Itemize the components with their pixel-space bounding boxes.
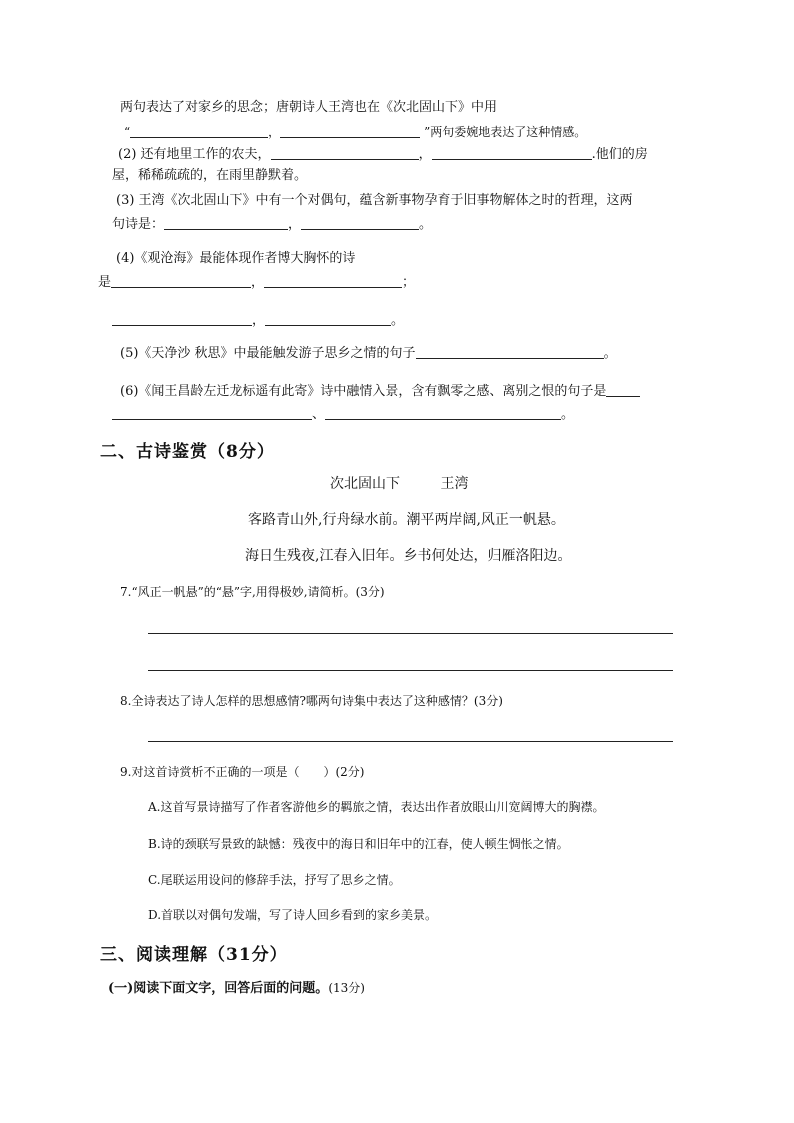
answer-line[interactable]	[148, 633, 673, 634]
answer-blank[interactable]	[112, 312, 252, 326]
answer-blank[interactable]	[280, 124, 420, 138]
answer-blank[interactable]	[301, 216, 357, 230]
q1-line1: 两句表达了对家乡的思念；唐朝诗人王湾也在《次北固山下》中用	[120, 100, 498, 115]
question-7: 7.“风正一帆悬”的“悬”字,用得极妙,请简析。(3分)	[120, 585, 385, 599]
poem-title: 次北固山下 王湾	[330, 476, 469, 492]
answer-line[interactable]	[148, 741, 673, 742]
answer-blank[interactable]	[357, 216, 419, 230]
answer-blank[interactable]	[130, 124, 268, 138]
answer-blank[interactable]	[325, 406, 561, 420]
answer-blank[interactable]	[416, 345, 604, 359]
question-8: 8.全诗表达了诗人怎样的思想感情?哪两句诗集中表达了这种感情？(3分)	[120, 694, 503, 708]
answer-blank[interactable]	[265, 312, 391, 326]
poem-author: 王湾	[440, 476, 469, 492]
answer-blank[interactable]	[111, 274, 251, 288]
q6-line1: (6)《闻王昌龄左迁龙标遥有此寄》诗中融情入景，含有飘零之感、离别之恨的句子是	[120, 383, 640, 400]
reading-part1-instruction: (一)阅读下面文字，回答后面的问题。(13分)	[108, 981, 365, 996]
q9-option-b[interactable]: B.诗的颈联写景致的缺憾：残夜中的海日和旧年中的江春，使人顿生惆怅之情。	[148, 837, 569, 851]
answer-line[interactable]	[148, 670, 673, 671]
section3-heading: 三、阅读理解（31分）	[100, 945, 288, 965]
q2-line2: 屋，稀稀疏疏的，在雨里静默着。	[112, 168, 308, 183]
q5-line: (5)《天净沙 秋思》中最能触发游子思乡之情的句子 。	[120, 346, 617, 361]
q9-option-c[interactable]: C.尾联运用设问的修辞手法，抒写了思乡之情。	[148, 873, 401, 887]
q4-line2: 是 ， ；	[98, 275, 416, 290]
answer-blank[interactable]	[226, 216, 288, 230]
answer-blank[interactable]	[606, 383, 640, 397]
q3-line1: (3) 王湾《次北固山下》中有一个对偶句，蕴含新事物孕育于旧事物解体之时的哲理，这两	[116, 193, 633, 208]
answer-blank[interactable]	[112, 406, 312, 420]
question-9: 9.对这首诗赏析不正确的一项是（ ）(2分)	[120, 765, 365, 779]
poem-line-1: 客路青山外,行舟绿水前。潮平两岸阔,风正一帆悬。	[248, 512, 565, 528]
q4-line1: (4)《观沧海》最能体现作者博大胸怀的诗	[116, 251, 356, 266]
answer-blank[interactable]	[271, 146, 419, 160]
q9-option-d[interactable]: D.首联以对偶句发端，写了诗人回乡看到的家乡美景。	[148, 908, 438, 922]
q6-line2: 、 。	[112, 406, 574, 423]
q3-line2: 句诗是： ， 。	[112, 217, 433, 232]
answer-blank[interactable]	[264, 274, 402, 288]
q1-line2: “ ， ”两句委婉地表达了这种情感。	[124, 125, 587, 139]
q9-option-a[interactable]: A.这首写景诗描写了作者客游他乡的羁旅之情，表达出作者放眼山川宽阔博大的胸襟。	[148, 800, 605, 814]
answer-blank[interactable]	[432, 146, 592, 160]
section2-heading: 二、古诗鉴赏（8分）	[100, 442, 275, 462]
q2-line1: (2) 还有地里工作的农夫， ， .他们的房	[118, 147, 648, 162]
answer-blank[interactable]	[164, 216, 226, 230]
q4-line3: ， 。	[112, 312, 404, 329]
poem-line-2: 海日生残夜,江春入旧年。乡书何处达，归雁洛阳边。	[245, 548, 572, 564]
